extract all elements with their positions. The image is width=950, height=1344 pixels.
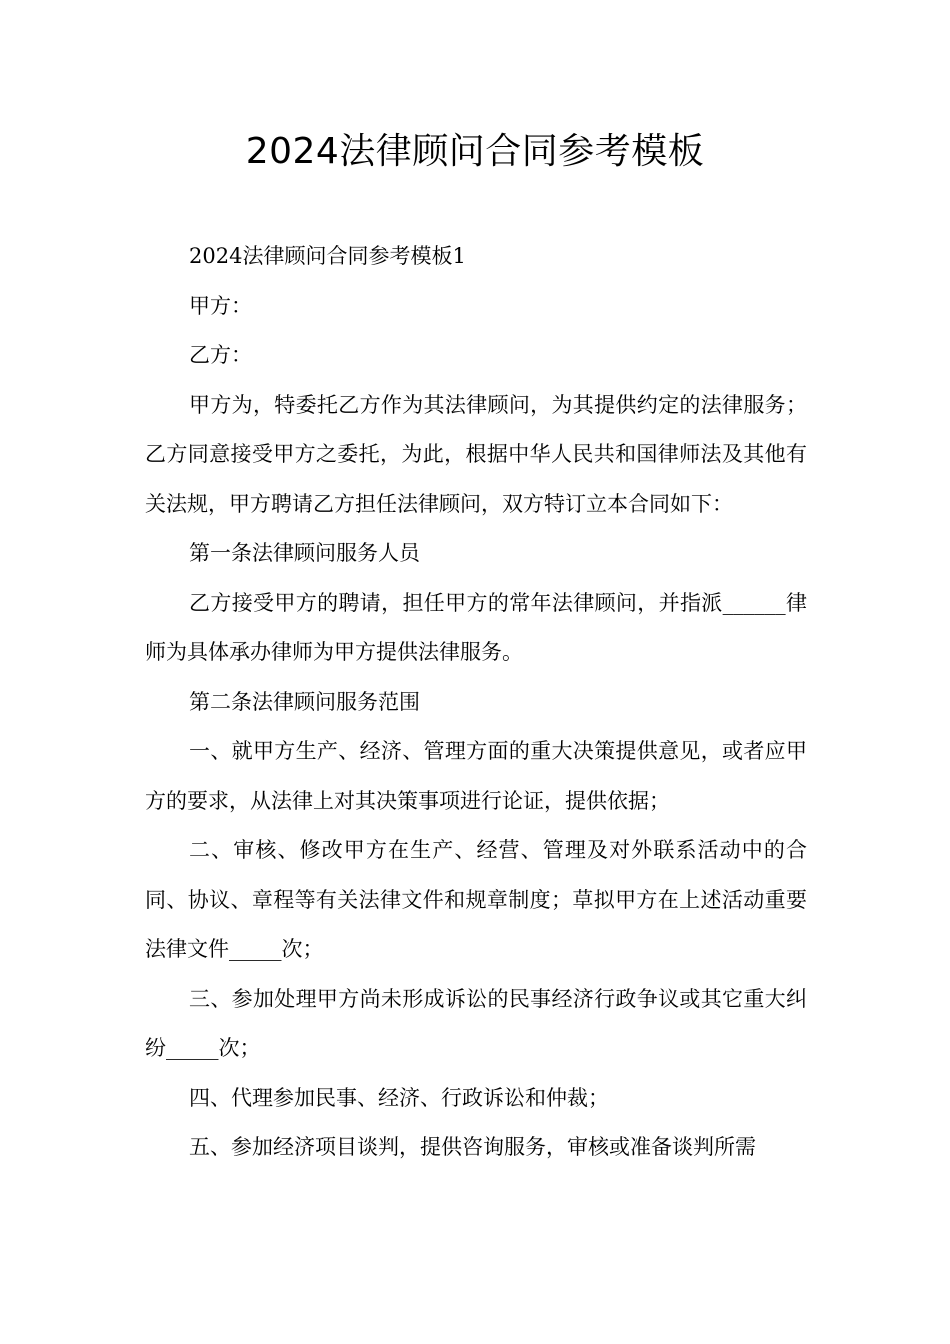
scope-item-3: 三、参加处理甲方尚未形成诉讼的民事经济行政争议或其它重大纠纷_____次； bbox=[145, 986, 807, 1060]
scope-item-1: 一、就甲方生产、经济、管理方面的重大决策提供意见，或者应甲方的要求，从法律上对其决策事项进行论证，提供依据； bbox=[145, 739, 807, 813]
scope-item-2: 二、审核、修改甲方在生产、经营、管理及对外联系活动中的合同、协议、章程等有关法律文件和规章制度；草拟甲方在上述活动重要法律文件_____次； bbox=[145, 838, 807, 961]
scope-item-5: 五、参加经济项目谈判，提供咨询服务，审核或准备谈判所需 bbox=[189, 1135, 756, 1159]
party-b-line: 乙方： bbox=[189, 343, 252, 367]
party-a-line: 甲方： bbox=[189, 293, 252, 318]
document-body bbox=[145, 232, 807, 1173]
article-1-heading: 第一条法律顾问服务人员 bbox=[189, 541, 420, 565]
article-1-paragraph: 乙方接受甲方的聘请，担任甲方的常年法律顾问，并指派______律师为具体承办律师为甲方提供法律服务。 bbox=[145, 590, 807, 664]
document-title: 2024法律顾问合同参考模板 bbox=[245, 131, 705, 172]
subtitle-paragraph: 2024法律顾问合同参考模板1 bbox=[189, 244, 466, 268]
preamble-paragraph: 甲方为，特委托乙方作为其法律顾问，为其提供约定的法律服务；乙方同意接受甲方之委托，为此，根据中华人民共和国律师法及其他有关法规，甲方聘请乙方担任法律顾问，双方特订立本合同如下： bbox=[145, 392, 807, 516]
article-2-heading: 第二条法律顾问服务范围 bbox=[189, 689, 420, 714]
scope-item-4: 四、代理参加民事、经济、行政诉讼和仲裁； bbox=[189, 1085, 609, 1110]
